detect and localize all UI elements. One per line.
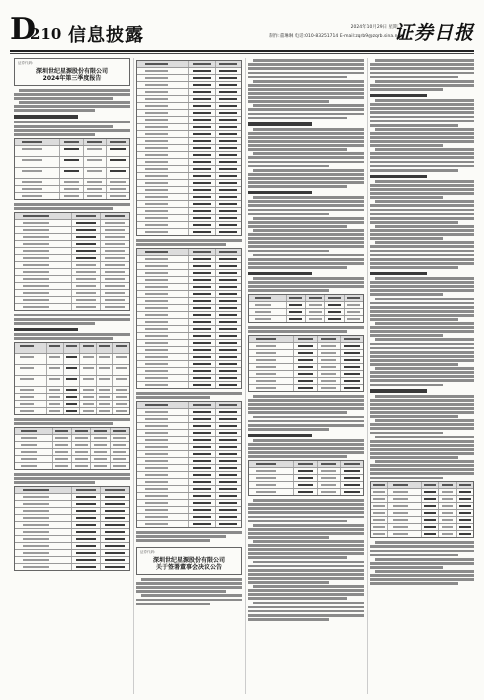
cash-flow-table bbox=[136, 401, 242, 528]
column-2 bbox=[136, 58, 242, 694]
notice-title: 关于签署董事会决议公告 bbox=[155, 564, 222, 572]
related-party-table bbox=[370, 481, 474, 538]
newspaper-logo: 证券日报 bbox=[393, 22, 474, 44]
article-body bbox=[248, 59, 364, 292]
notice-company-name: 深圳世纪星源股份有限公司 bbox=[35, 68, 108, 75]
balance-sheet-table bbox=[136, 60, 242, 236]
masthead-rule-thin bbox=[10, 53, 474, 54]
column-divider bbox=[367, 58, 368, 694]
shareholder-table bbox=[14, 427, 130, 470]
board-resolution-notice bbox=[136, 547, 242, 575]
financial-table bbox=[14, 212, 130, 311]
masthead bbox=[10, 14, 474, 50]
shareholder-table bbox=[14, 342, 130, 415]
section-title: 信息披露 bbox=[68, 25, 144, 46]
stock-code-label: 证券代码: bbox=[140, 550, 156, 555]
stock-code-label: 证券代码: bbox=[18, 61, 34, 65]
page-number: 210 bbox=[30, 25, 62, 43]
column-1 bbox=[14, 58, 130, 694]
notice-title: 2024年第三季度报告 bbox=[42, 75, 102, 82]
column-divider bbox=[133, 58, 134, 694]
issue-date: 2024年10月29日 星期二 bbox=[350, 25, 402, 30]
masthead-rule bbox=[10, 50, 474, 52]
report-body-text bbox=[14, 89, 130, 136]
column-divider bbox=[245, 58, 246, 694]
voting-results-table bbox=[248, 460, 364, 496]
financial-table bbox=[14, 138, 130, 200]
column-3 bbox=[248, 58, 364, 694]
voting-results-table bbox=[248, 294, 364, 323]
notice-company-name: 深圳世纪星源股份有限公司 bbox=[152, 557, 225, 565]
column-4 bbox=[370, 58, 474, 694]
quarterly-report-notice bbox=[14, 58, 130, 86]
income-statement-table bbox=[136, 248, 242, 389]
editor-contact: 制作:董琳琳 电话:010-83251714 E-mail:zqrb9@zqrb.sina.net bbox=[269, 34, 402, 39]
balance-sheet-table bbox=[14, 486, 130, 571]
page-letter: D bbox=[10, 12, 37, 47]
voting-results-table bbox=[248, 335, 364, 392]
